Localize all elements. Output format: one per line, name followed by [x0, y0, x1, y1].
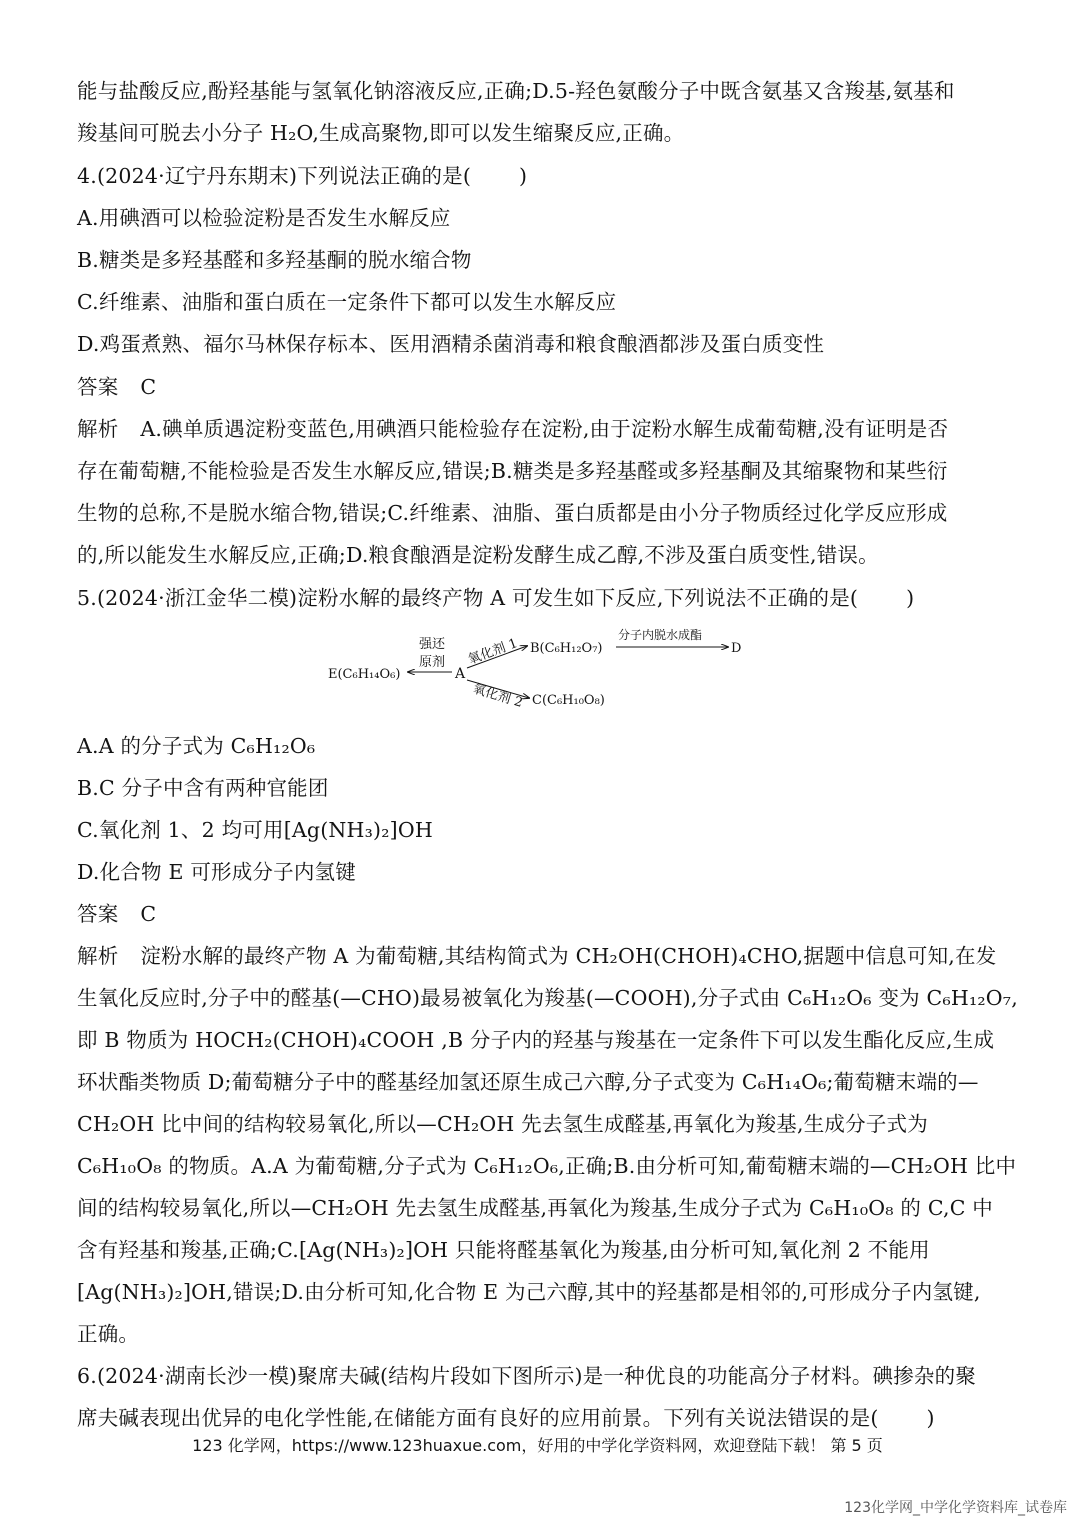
q5-analysis-line: 环状酯类物质 D;葡萄糖分子中的醛基经加氢还原生成己六醇,分子式变为 C₆H₁₄O₆;葡萄糖末端的—: [77, 1070, 979, 1094]
paren-close: ): [519, 164, 528, 188]
paren-close: ): [906, 586, 915, 610]
question-4-stem: [77, 161, 1005, 191]
analysis-text: A.碘单质遇淀粉变蓝色,用碘酒只能检验存在淀粉,由于淀粉水解生成葡萄糖,没有证明是否: [140, 417, 949, 441]
q5-analysis-line: C₆H₁₀O₈ 的物质。A.A 为葡萄糖,分子式为 C₆H₁₂O₆,正确;B.由分析可知,葡萄糖末端的—CH₂OH 比中: [77, 1154, 1017, 1178]
ester-label: 分子内脱水成酯: [618, 628, 703, 642]
q4-analysis-line: [77, 414, 1005, 444]
compound-c: C(C₆H₁₀O₈): [532, 693, 605, 708]
text-line: 能与盐酸反应,酚羟基能与氢氧化钠溶液反应,正确;D.5-羟色氨酸分子中既含氨基又含羧基,氨基和: [77, 79, 955, 103]
q5-analysis-line: [77, 941, 1005, 971]
q5-option-b: B.C 分子中含有两种官能团: [77, 776, 329, 800]
compound-a: A: [455, 666, 466, 682]
q5-analysis-line: 含有羟基和羧基,正确;C.[Ag(NH₃)₂]OH 只能将醛基氧化为羧基,由分析可知,氧化剂 2 不能用: [77, 1238, 930, 1262]
answer-value: C: [140, 902, 157, 926]
question-6-stem-continued: [77, 1403, 1005, 1433]
page-footer: 123 化学网，https://www.123huaxue.com，好用的中学化学资料网，欢迎登陆下载！ 第 5 页: [192, 1436, 883, 1455]
q5-analysis-line: 正确。: [77, 1322, 140, 1346]
q5-option-c: C.氧化剂 1、2 均可用[Ag(NH₃)₂]OH: [77, 818, 433, 842]
q4-analysis-line: 存在葡萄糖,不能检验是否发生水解反应,错误;B.糖类是多羟基醛或多羟基酮及其缩聚物和某些衍: [77, 459, 948, 483]
question-5-stem: [77, 583, 1005, 613]
q4-option-c: C.纤维素、油脂和蛋白质在一定条件下都可以发生水解反应: [77, 290, 617, 314]
q5-analysis-line: CH₂OH 比中间的结构较易氧化,所以—CH₂OH 先去氢生成醛基,再氧化为羧基,生成分子式为: [77, 1112, 928, 1136]
q4-option-a: A.用碘酒可以检验淀粉是否发生水解反应: [77, 206, 451, 230]
site-watermark: 123化学网_中学化学资料库_试卷库: [844, 1500, 1067, 1516]
q4-analysis-line: 的,所以能发生水解反应,正确;D.粮食酿酒是淀粉发酵生成乙醇,不涉及蛋白质变性,错误。: [77, 543, 879, 567]
q4-option-d: D.鸡蛋煮熟、福尔马林保存标本、医用酒精杀菌消毒和粮食酿酒都涉及蛋白质变性: [77, 332, 825, 356]
answer-label: 答案: [77, 902, 119, 926]
answer-label: 答案: [77, 375, 119, 399]
reducing-agent-top: 强还: [419, 637, 446, 652]
compound-d: D: [731, 641, 742, 656]
question-6-stem: 6.(2024·湖南长沙一模)聚席夫碱(结构片段如下图所示)是一种优良的功能高分子材料。碘掺杂的聚: [77, 1364, 977, 1388]
q5-analysis-line: 间的结构较易氧化,所以—CH₂OH 先去氢生成醛基,再氧化为羧基,生成分子式为 C₆H₁₀O₈ 的 C,C 中: [77, 1196, 993, 1220]
reducing-agent-bottom: 原剂: [419, 655, 446, 670]
text-line: 羧基间可脱去小分子 H₂O,生成高聚物,即可以发生缩聚反应,正确。: [77, 121, 685, 145]
q4-option-b: B.糖类是多羟基醛和多羟基酮的脱水缩合物: [77, 248, 472, 272]
question-stem-text: 4.(2024·辽宁丹东期末)下列说法正确的是(: [77, 164, 472, 188]
answer-value: C: [140, 375, 157, 399]
reaction-diagram: [322, 628, 762, 720]
q5-analysis-line: [Ag(NH₃)₂]OH,错误;D.由分析可知,化合物 E 为己六醇,其中的羟基都是相邻的,可形成分子内氢键,: [77, 1280, 981, 1304]
question-stem-text: 席夫碱表现出优异的电化学性能,在储能方面有良好的应用前景。下列有关说法错误的是(: [77, 1406, 879, 1430]
q4-answer: [77, 372, 1005, 402]
paren-close: ): [926, 1406, 935, 1430]
compound-b: B(C₆H₁₂O₇): [530, 641, 603, 656]
q4-analysis-line: 生物的总称,不是脱水缩合物,错误;C.纤维素、油脂、蛋白质都是由小分子物质经过化学反应形成: [77, 501, 948, 525]
analysis-label: 解析: [77, 417, 119, 441]
oxidant-1-label: 氧化剂 1: [466, 636, 520, 668]
q5-analysis-line: 即 B 物质为 HOCH₂(CHOH)₄COOH ,B 分子内的羟基与羧基在一定条件下可以发生酯化反应,生成: [77, 1028, 995, 1052]
compound-e: E(C₆H₁₄O₆): [328, 667, 401, 682]
question-stem-text: 5.(2024·浙江金华二模)淀粉水解的最终产物 A 可发生如下反应,下列说法不正确的是(: [77, 586, 859, 610]
q5-answer: [77, 899, 1005, 929]
analysis-text: 淀粉水解的最终产物 A 为葡萄糖,其结构简式为 CH₂OH(CHOH)₄CHO,据题中信息可知,在发: [140, 944, 997, 968]
q5-option-a: A.A 的分子式为 C₆H₁₂O₆: [77, 734, 316, 758]
oxidant-2-label: 氧化剂 2: [470, 681, 525, 711]
analysis-label: 解析: [77, 944, 119, 968]
q5-option-d: D.化合物 E 可形成分子内氢键: [77, 860, 356, 884]
q5-analysis-line: 生氧化反应时,分子中的醛基(—CHO)最易被氧化为羧基(—COOH),分子式由 C₆H₁₂O₆ 变为 C₆H₁₂O₇,: [77, 986, 1018, 1010]
